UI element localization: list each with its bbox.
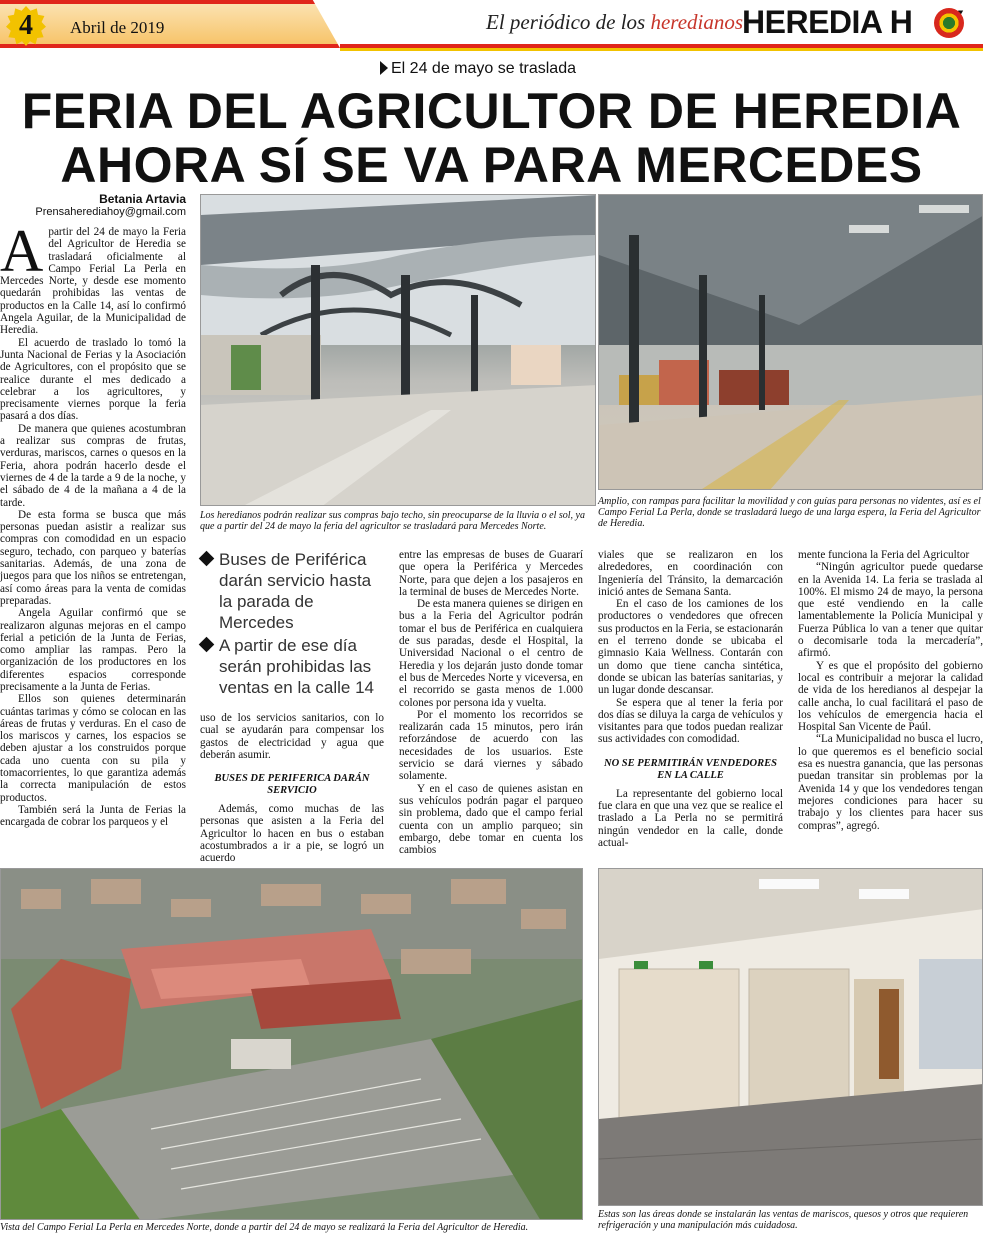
paragraph: Angela Aguilar confirmó que se realizaron algunas mejoras en el campo ferial a petición de la Junta de Ferias, como ampliar las rampas. Pero la organización de los productores en los diferentes espacios corresponde precisamente a la Junta de Ferias. xyxy=(0,607,186,693)
photo-corridor-illustration xyxy=(599,195,983,490)
paragraph: entre las empresas de buses de Guararí que opera la Periférica y Mercedes Norte, para que dejen a los pasajeros en la terminal de buses de Mercedes Norte. xyxy=(399,549,583,598)
article-column-4 xyxy=(598,549,783,849)
header-rule-yellow xyxy=(340,48,983,51)
diamond-bullet-icon xyxy=(199,637,215,653)
photo-interior-stalls xyxy=(598,868,983,1206)
paragraph: partir del 24 de mayo la Feria del Agricultor de Heredia se trasladará oficialmente al Campo Ferial La Perla en Mercedes Norte, y desde ese momento quedarán prohibidas las ventas de productos en la Calle 14, así lo confirmó Angela Aguilar, de la Municipalidad de Heredia. xyxy=(0,226,186,337)
headline-line-2: AHORA SÍ SE VA PARA MERCEDES xyxy=(60,137,923,193)
paragraph: Además, como muchas de las personas que asisten a la Feria del Agricultor lo hacen en bus o estaban acostumbrados a ir a pie, se logró un acuerdo xyxy=(200,803,384,865)
paragraph: Ellos son quienes determinarán cuántas tarimas y cómo se colocan en las áreas de frutas y verduras. En el caso de los mariscos y carnes, los espacios se deben ajustar a los construidos porque cada uno cuenta con su pila y tomacorrientes, lo que garantiza además la correcta manipulación de estos productos. xyxy=(0,693,186,804)
paragraph: “Ningún agricultor puede quedarse en la Avenida 14. La feria se traslada al 100%. El mismo 24 de mayo, la persona que esté vendiendo en la calle lamentablemente la Policía Municipal y Fuerza Pública lo van a tener que quitar o decomisarle toda la mercadería”, afirmó. xyxy=(798,561,983,660)
headline xyxy=(0,84,983,192)
pull-quote-text: A partir de ese día serán prohibidas las ventas en la calle 14 xyxy=(219,636,374,697)
subheading-vendors: NO SE PERMITIRÁN VENDEDORES EN LA CALLE xyxy=(603,757,777,781)
paragraph: uso de los servicios sanitarios, con lo cual se ayudarán para compensar los gastos de electricidad y agua que deberán asumir. xyxy=(200,712,384,761)
kicker-text: El 24 de mayo se traslada xyxy=(391,60,576,77)
drop-cap: A xyxy=(0,218,44,284)
paragraph: mente funciona la Feria del Agricultor xyxy=(798,549,970,561)
paragraph: En el caso de los camiones de los productores o vendedores que ofrecen sus productos en la Feria, se estacionarán en el terreno donde se ubicaba el gimnasio Kaia Wellness. Contarán con un domo que tiene cancha sintética, donde se ubican las baterías sanitarias, y un lugar donde descansar. xyxy=(598,598,783,697)
article-column-5 xyxy=(798,549,983,832)
paragraph: Por el momento los recorridos se realizarán cada 15 minutos, pero irán reforzándose de acuerdo con las necesidades de los usuarios. Este servicio se dará viernes y sábado solamente. xyxy=(399,708,583,783)
tagline-prefix: El periódico de los xyxy=(486,10,651,34)
page-number: 4 xyxy=(19,10,33,41)
paragraph: La representante del gobierno local fue clara en que una vez que se realice el traslado a La Perla no se permitirá ningún vendedor en la calle, donde actual- xyxy=(598,787,783,849)
article-column-1 xyxy=(0,218,186,829)
issue-date: Abril de 2019 xyxy=(70,18,165,37)
pull-quote-item xyxy=(200,549,386,633)
kicker xyxy=(380,60,576,78)
photo-interior-illustration xyxy=(599,869,983,1206)
pull-quote-text: Buses de Periférica darán servicio hasta la parada de Mercedes xyxy=(219,550,372,632)
triangle-icon xyxy=(380,61,388,75)
photo-covered-fairground xyxy=(200,194,596,506)
caption-aerial: Vista del Campo Ferial La Perla en Mercedes Norte, donde a partir del 24 de mayo se realizará la Feria del Agricultor de Heredia. xyxy=(0,1222,529,1233)
masthead-text: HEREDIA H xyxy=(742,4,913,40)
tagline-highlight: heredianos xyxy=(650,10,744,34)
photo-aerial-illustration xyxy=(1,869,583,1220)
paragraph: También será la Junta de Ferias la encargada de cobrar los parqueos y el xyxy=(0,803,186,829)
paragraph: El acuerdo de traslado lo tomó la Junta Nacional de Ferias y la Asociación de Agricultores, con el propósito que se realice durante el mes dedicado a celebrar a los agricultores, y precisamente viernes porque la feria pasará a dos días. xyxy=(0,336,186,423)
paragraph: Y en el caso de quienes asistan en sus vehículos podrán pagar el parqueo sin problema, dado que el campo ferial cuenta con un amplio parqueo; sin embargo, debe tomar en cuenta los cambios xyxy=(399,782,583,857)
paragraph: Se espera que al tener la feria por dos días se diluya la carga de vehículos y visitantes para que todos puedan realizar sus actividades con comodidad. xyxy=(598,696,783,746)
photo-aerial-view xyxy=(0,868,583,1220)
date-banner xyxy=(0,0,340,48)
paragraph: De esta forma se busca que más personas puedan asistir a realizar sus compras con comodidad en un espacio seguro, techado, con parqueo y baterías sanitarias. Además, de una zona de juegos para que los niños se entretengan, así como áreas para la venta de comidas preparadas. xyxy=(0,508,186,607)
tagline xyxy=(486,10,743,35)
flower-logo-icon xyxy=(934,8,964,38)
paragraph: De esta manera quienes se dirigen en bus a la Feria del Agricultor podrán tomar el bus de Periférica en cualquiera de sus paradas, desde el Hospital, la Universidad Nacional o el centro de Heredia y los dejarán justo donde tomar el bus de Mercedes Norte y viceversa, en el recorrido se gasta menos de 1.000 colones por persona ida y vuelta. xyxy=(399,598,583,709)
diamond-bullet-icon xyxy=(199,551,215,567)
caption-corridor: Amplio, con rampas para facilitar la movilidad y con guías para personas no videntes, así es el Campo Ferial La Perla, donde se trasladará luego de una larga espera, la Feria del Agricultor de Heredia. xyxy=(598,496,981,529)
article-column-2 xyxy=(200,712,384,865)
paragraph: viales que se realizaron en los alrededores, en coordinación con Ingeniería del Tránsito, la demarcación inició antes de Semana Santa. xyxy=(598,549,783,598)
headline-line-1: FERIA DEL AGRICULTOR DE HEREDIA xyxy=(21,83,962,139)
article-column-3 xyxy=(399,549,583,856)
author-name: Betania Artavia xyxy=(99,192,186,206)
subheading-buses: BUSES DE PERIFERICA DARÁN SERVICIO xyxy=(214,773,370,797)
pull-quote xyxy=(200,549,386,700)
author-email: Prensaherediahoy@gmail.com xyxy=(35,206,186,218)
photo-roof-illustration xyxy=(201,195,596,506)
paragraph: De manera que quienes acostumbran a realizar sus compras de frutas, verduras, mariscos, carnes o quesos en la Feria, ahora podrán hacerlo desde el viernes de 4 de la tarde a 9 de la noche, y el sábado de 4 de la mañana a 4 de la tarde. xyxy=(0,422,186,509)
caption-roof: Los heredianos podrán realizar sus compras bajo techo, sin preocuparse de la lluvia o el sol, ya que a partir del 24 de mayo la feria del agricultor se trasladará para Mercedes Norte. xyxy=(200,510,585,532)
pull-quote-item xyxy=(200,635,386,698)
photo-corridor xyxy=(598,194,983,490)
caption-interior: Estas son las áreas donde se instalarán las ventas de mariscos, quesos y otros que requieren refrigeración y una manipulación más cuidadosa. xyxy=(598,1209,969,1231)
paragraph: Y es que el propósito del gobierno local es contribuir a mejorar la calidad de vida de los heredianos al despejar la calle ancha, lo cual facilitará el paso de los vehículos de emergencia hacia el Hospital San Vicente de Paúl. xyxy=(798,659,983,734)
masthead xyxy=(742,4,963,41)
byline xyxy=(0,192,186,218)
paragraph: “La Municipalidad no busca el lucro, lo que queremos es el beneficio social esa es nuestra ganancia, que las personas puedan transitar sin problemas por la Avenida 14 y que los vendedores tengan mejores condiciones para hacer su trabajo y los clientes para hacer sus compras”, agregó. xyxy=(798,733,983,832)
